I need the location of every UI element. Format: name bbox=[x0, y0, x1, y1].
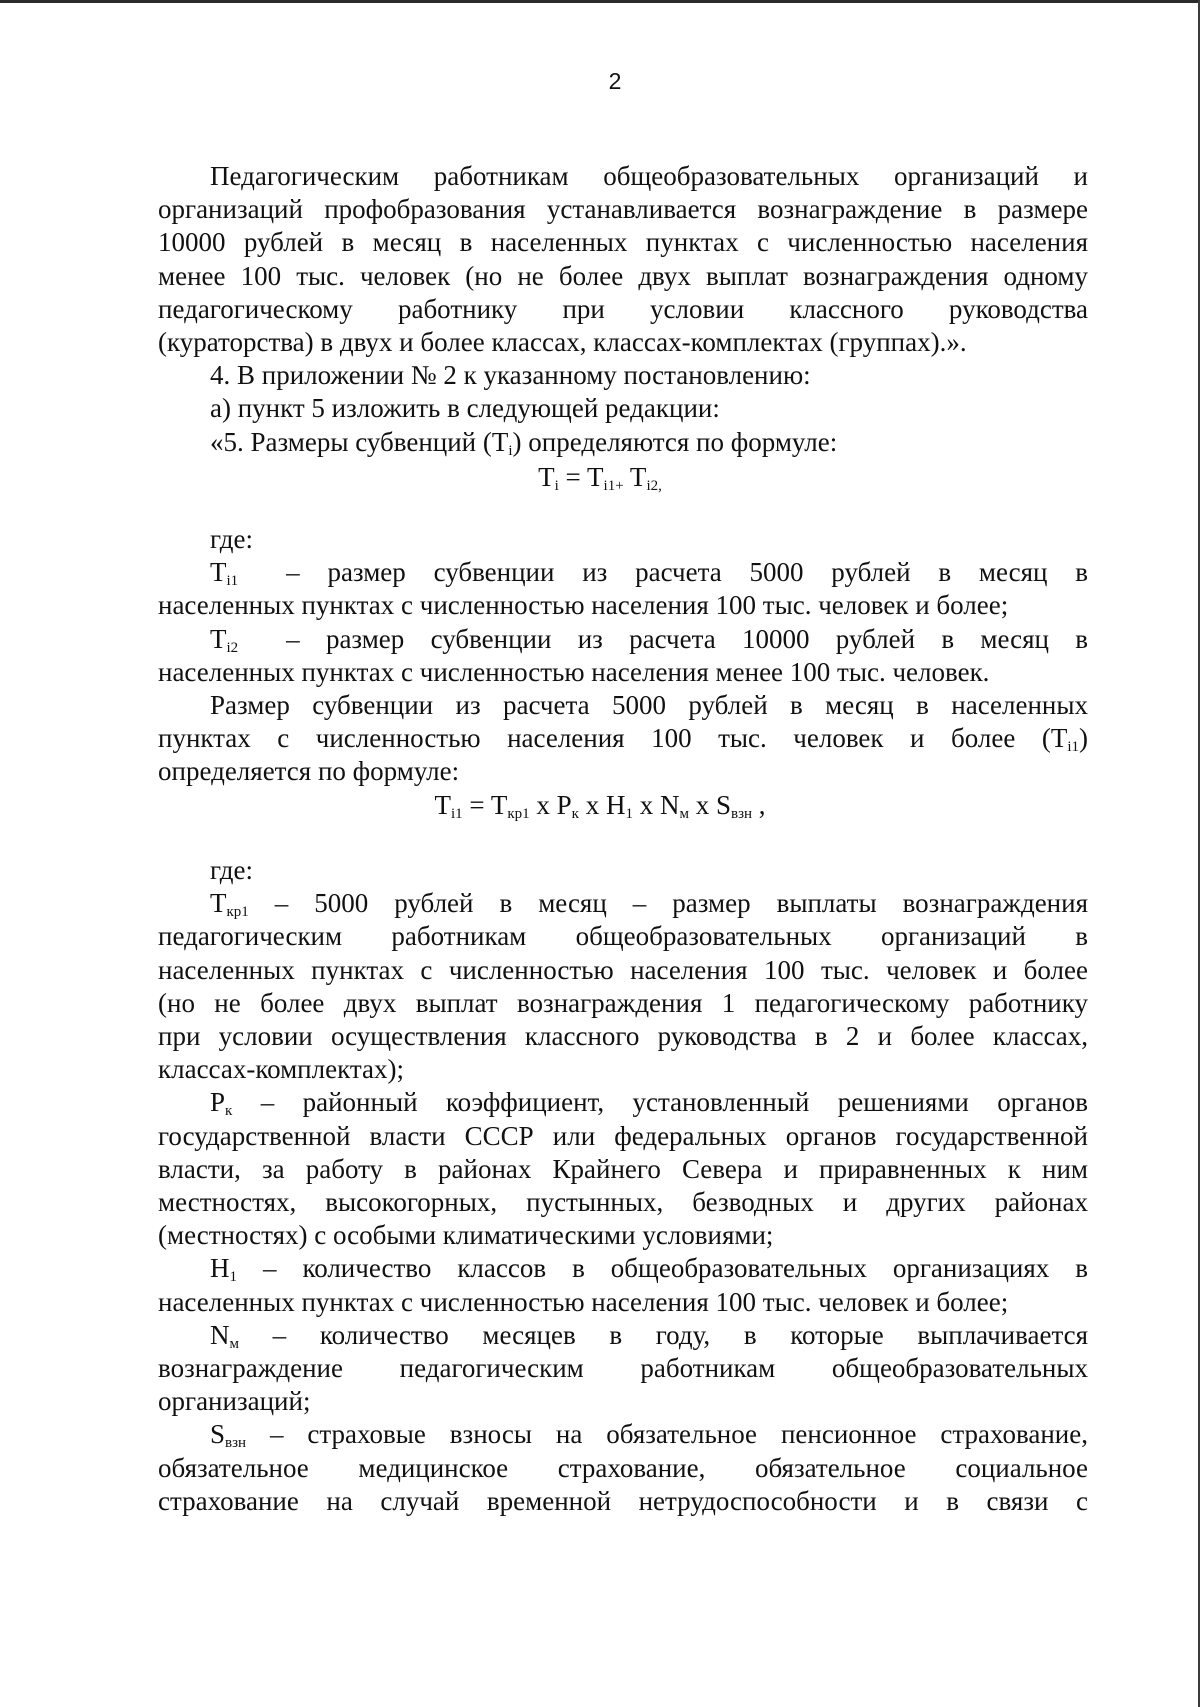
def-ti1-line: $T_{i1}$ – размер субвенции из расчета 5000 рублей в месяц в bbox=[210, 557, 1088, 590]
text-line: (но не более двух выплат вознаграждения 1 педагогическому работнику bbox=[158, 987, 1088, 1018]
text-line: педагогическому работнику при условии классного руководства bbox=[158, 293, 1088, 324]
text-line: населенных пунктах с численностью населения 100 тыс. человек и более; bbox=[158, 590, 1009, 621]
item-a: а) пункт 5 изложить в следующей редакции: bbox=[210, 393, 720, 424]
page-number: 2 bbox=[608, 68, 622, 94]
text-line: организаций профобразования устанавливается вознаграждение в размере bbox=[158, 194, 1088, 225]
formula-ti1-definitions bbox=[158, 854, 1088, 1518]
formula-ti1: $T_{i1} = T_{кр1}$ x $P_к$ x $H_1$ x $N_м$ x $S_{взн}$ , bbox=[434, 790, 766, 822]
text-line: населенных пунктах с численностью населения менее 100 тыс. человек. bbox=[158, 656, 990, 687]
text-line: населенных пунктах с численностью населения 100 тыс. человек и более bbox=[158, 954, 1088, 985]
formula-ti: $T_i = T_{i1+}$ $T_{i2,}$ bbox=[538, 462, 662, 494]
def-h1-line: $H_1$ – количество классов в общеобразовательных организациях в bbox=[210, 1253, 1088, 1286]
where-label: где: bbox=[210, 524, 253, 554]
def-ti2-line: $T_{i2}$ – размер субвенции из расчета 10000 рублей в месяц в bbox=[210, 623, 1088, 656]
text-line: Размер субвенции из расчета 5000 рублей в месяц в населенных bbox=[210, 690, 1088, 721]
text-line: страхование на случай временной нетрудоспособности и в связи с bbox=[158, 1485, 1088, 1516]
def-pk-line: $P_к$ – районный коэффициент, установленный решениями органов bbox=[210, 1087, 1088, 1120]
text-line: обязательное медицинское страхование, обязательное социальное bbox=[158, 1452, 1088, 1483]
item-4: 4. В приложении № 2 к указанному постановлению: bbox=[210, 360, 811, 391]
text-line: государственной власти СССР или федеральных органов государственной bbox=[158, 1120, 1088, 1151]
text-line: населенных пунктах с численностью населения 100 тыс. человек и более; bbox=[158, 1286, 1009, 1317]
text-line: местностях, высокогорных, пустынных, безводных и других районах bbox=[158, 1187, 1088, 1218]
scan-border-top bbox=[0, 0, 1200, 3]
def-svzn-line: $S_{взн}$ – страховые взносы на обязательное пенсионное страхование, bbox=[210, 1419, 1088, 1452]
text-line: определяется по формуле: bbox=[158, 756, 460, 787]
text-line: при условии осуществления классного руководства в 2 и более классах, bbox=[158, 1021, 1088, 1052]
text-line: власти, за работу в районах Крайнего Севера и приравненных к ним bbox=[158, 1153, 1088, 1184]
formula-ti-definitions bbox=[158, 523, 1088, 789]
text-line: (кураторства) в двух и более классах, классах-комплектах (группах).». bbox=[158, 327, 967, 358]
where-label: где: bbox=[210, 855, 253, 885]
def-tkr1-line: $T_{кр1} - 5000$ рублей в месяц – размер выплаты вознаграждения bbox=[210, 888, 1088, 921]
text-line: вознаграждение педагогическим работникам общеобразовательных bbox=[158, 1353, 1088, 1384]
text-line: классах-комплектах); bbox=[158, 1054, 404, 1085]
paragraph-5-heading: «5. Размеры субвенций $(T_i)$ определяются по формуле: bbox=[210, 426, 838, 459]
text-line: 10000 рублей в месяц в населенных пунктах с численностью населения bbox=[158, 227, 1088, 258]
text-line: Педагогическим работникам общеобразовательных организаций и bbox=[210, 161, 1088, 191]
text-line: педагогическим работникам общеобразовательных организаций в bbox=[158, 921, 1088, 952]
paragraph-rewards bbox=[158, 160, 1088, 459]
text-line: пунктах с численностью населения 100 тыс. человек и более $(T_{i1})$ bbox=[158, 723, 1088, 756]
text-line: организаций; bbox=[158, 1386, 311, 1417]
def-nm-line: $N_м$ – количество месяцев в году, в которые выплачивается bbox=[210, 1319, 1088, 1352]
text-line: (местностях) с особыми климатическими условиями; bbox=[158, 1220, 774, 1251]
text-line: менее 100 тыс. человек (но не более двух выплат вознаграждения одному bbox=[158, 260, 1088, 291]
